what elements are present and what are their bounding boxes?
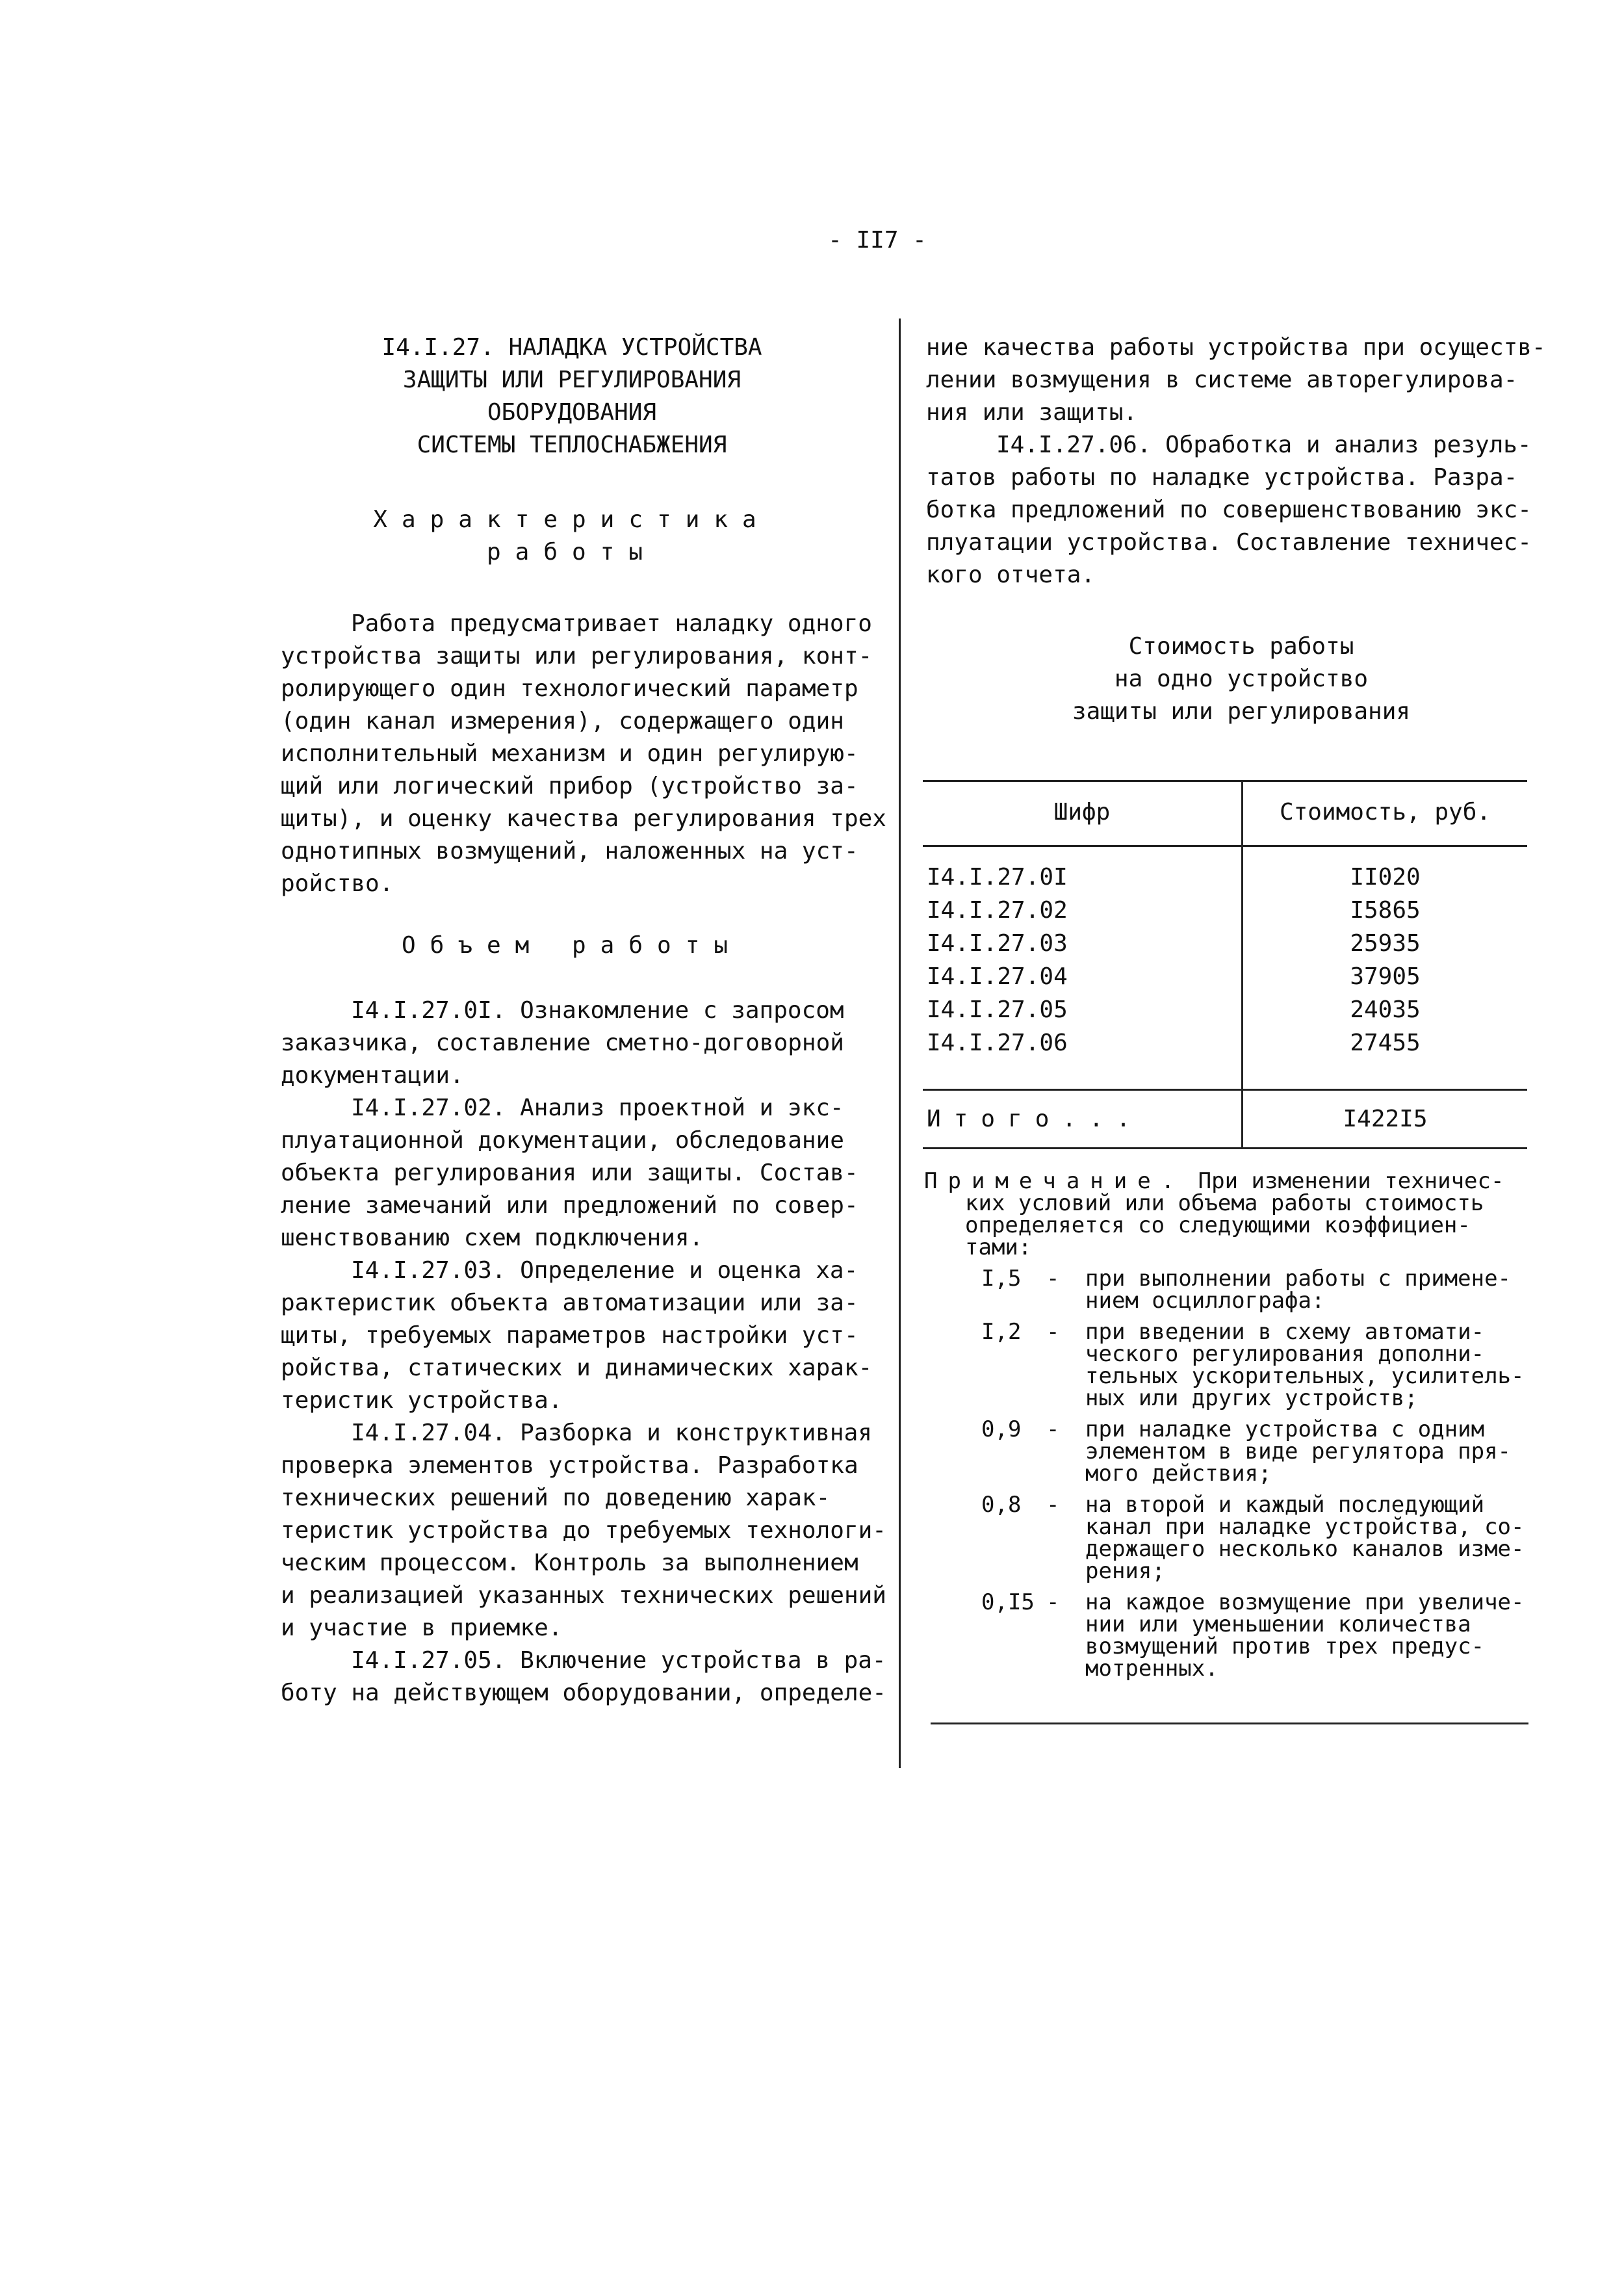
text-line: щий или логический прибор (устройство за- <box>281 773 858 800</box>
text-line: плуатации устройства. Составление техничес- <box>926 529 1532 556</box>
note-intro-line: тами: <box>965 1234 1032 1260</box>
text-line: ройства, статических и динамических харак- <box>281 1355 873 1381</box>
text-line: ройство. <box>281 870 394 897</box>
text-line: проверка элементов устройства. Разработка <box>281 1452 858 1479</box>
text-line: I4.I.27.0I. Ознакомление с запросом <box>351 997 844 1024</box>
text-line: I4.I.27.06. Обработка и анализ резуль- <box>996 432 1532 458</box>
text-line: I4.I.27.03. Определение и оценка ха- <box>351 1257 858 1284</box>
closing-rule <box>931 1722 1528 1724</box>
coef-dash: - <box>1046 1416 1060 1442</box>
scope-heading: Объем работы <box>401 932 743 959</box>
coef-value: 0,I5 <box>981 1589 1035 1615</box>
row-code: I4.I.27.05 <box>927 996 1068 1023</box>
row-code: I4.I.27.0I <box>927 864 1068 890</box>
coef-line: держащего несколько каналов изме- <box>1085 1536 1525 1562</box>
coef-value: 0,8 <box>981 1492 1022 1518</box>
text-line: объекта регулирования или защиты. Состав- <box>281 1160 858 1186</box>
text-line: ление замечаний или предложений по совер- <box>281 1192 858 1219</box>
table-row <box>923 928 1527 960</box>
table-row <box>923 994 1527 1026</box>
text-line: исполнительный механизм и один регулирую- <box>281 740 858 767</box>
text-line: однотипных возмущений, наложенных на уст- <box>281 838 858 864</box>
text-line: кого отчета. <box>926 562 1096 588</box>
total-value: I422I5 <box>1343 1106 1428 1132</box>
coef-line: нием осциллографа: <box>1085 1288 1325 1314</box>
coef-line: при наладке устройства с одним <box>1085 1416 1485 1442</box>
coef-line: канал при наладке устройства, со- <box>1085 1514 1525 1540</box>
text-line: устройства защиты или регулирования, конт- <box>281 643 873 670</box>
coef-line: на каждое возмущение при увеличе- <box>1085 1589 1525 1615</box>
title-line: ОБОРУДОВАНИЯ <box>487 399 657 426</box>
title-line: СИСТЕМЫ ТЕПЛОСНАБЖЕНИЯ <box>417 432 727 458</box>
text-line: (один канал измерения), содержащего один <box>281 708 844 734</box>
text-line: ролирующего один технологический параметр <box>281 675 858 702</box>
text-line: щиты, требуемых параметров настройки уст- <box>281 1322 858 1349</box>
coef-line: на второй и каждый последующий <box>1085 1492 1485 1518</box>
coef-line: рения; <box>1085 1558 1165 1584</box>
coef-line: нии или уменьшении количества <box>1085 1611 1471 1637</box>
cost-table <box>923 780 1527 1150</box>
table-row <box>923 861 1527 894</box>
heading-line: защиты или регулирования <box>1072 698 1411 725</box>
text-line: ния или защиты. <box>926 399 1138 426</box>
title-line: ЗАЩИТЫ ИЛИ РЕГУЛИРОВАНИЯ <box>402 367 741 393</box>
coef-line: ческого регулирования дополни- <box>1085 1341 1485 1367</box>
table-total-rule <box>923 1089 1527 1091</box>
text-line: лении возмущения в системе авторегулирова- <box>926 367 1518 393</box>
coef-dash: - <box>1046 1266 1060 1292</box>
note-intro-line: определяется со следующими коэффициен- <box>965 1212 1471 1238</box>
text-line: боту на действующем оборудовании, определе- <box>281 1680 886 1706</box>
text-line: плуатационной документации, обследование <box>281 1127 844 1154</box>
continued-text <box>926 332 1550 592</box>
section-title <box>279 332 864 462</box>
coef-line: тельных ускорительных, усилитель- <box>1085 1363 1525 1389</box>
text-line: теристик устройства до требуемых технологи- <box>281 1517 886 1544</box>
coef-dash: - <box>1046 1319 1060 1345</box>
table-total-row <box>923 1103 1527 1136</box>
text-line: технических решений по доведению харак- <box>281 1485 831 1511</box>
row-cost: 27455 <box>1350 1030 1421 1056</box>
heading-line: на одно устройство <box>1114 666 1369 692</box>
text-line: документации. <box>281 1062 464 1089</box>
scope-text <box>281 994 892 1710</box>
text-line: и участие в приемке. <box>281 1615 563 1641</box>
text-line: теристик устройства. <box>281 1387 563 1414</box>
text-line: ческим процессом. Контроль за выполнением <box>281 1550 858 1576</box>
coef-line: ных или других устройств; <box>1085 1385 1418 1411</box>
text-line: татов работы по наладке устройства. Разра- <box>926 464 1518 491</box>
table-header-rule <box>923 845 1527 847</box>
table-row <box>923 961 1527 993</box>
table-row <box>923 1027 1527 1060</box>
note-intro-line: ких условий или объема работы стоимость <box>965 1190 1484 1216</box>
coef-dash: - <box>1046 1589 1060 1615</box>
note-intro-line: При изменении техничес- <box>1198 1168 1504 1194</box>
coef-value: I,2 <box>981 1319 1022 1345</box>
text-line: I4.I.27.04. Разборка и конструктивная <box>351 1420 872 1446</box>
coef-line: элементом в виде регулятора пря- <box>1085 1438 1512 1464</box>
text-line: рактеристик объекта автоматизации или за- <box>281 1290 858 1316</box>
row-cost: 24035 <box>1350 996 1421 1023</box>
coef-line: мотренных. <box>1085 1656 1218 1682</box>
table-bottom-rule <box>923 1147 1527 1149</box>
characteristics-text <box>281 608 886 900</box>
heading-line: работы <box>486 539 658 566</box>
row-code: I4.I.27.02 <box>927 897 1068 924</box>
cost-heading <box>929 630 1553 728</box>
text-line: I4.I.27.05. Включение устройства в ра- <box>351 1647 886 1674</box>
coef-value: I,5 <box>981 1266 1022 1292</box>
coef-line: при выполнении работы с примене- <box>1085 1266 1512 1292</box>
page-number: - II7 - <box>828 227 927 254</box>
title-line: I4.I.27. НАЛАДКА УСТРОЙСТВА <box>381 334 762 361</box>
row-cost: 25935 <box>1350 930 1421 957</box>
row-code: I4.I.27.03 <box>927 930 1068 957</box>
row-cost: I5865 <box>1350 897 1421 924</box>
characteristics-heading <box>279 504 864 569</box>
header-cost: Стоимость, руб. <box>1279 799 1491 826</box>
text-line: заказчика, составление сметно-договорной <box>281 1030 844 1056</box>
column-divider <box>899 318 901 1768</box>
row-code: I4.I.27.06 <box>927 1030 1068 1056</box>
text-line: ние качества работы устройства при осуществ- <box>926 334 1546 361</box>
text-line: и реализацией указанных технических решений <box>281 1582 886 1609</box>
heading-line: Стоимость работы <box>1128 633 1354 660</box>
text-line: Работа предусматривает наладку одного <box>351 610 872 637</box>
row-code: I4.I.27.04 <box>927 963 1068 990</box>
coef-value: 0,9 <box>981 1416 1022 1442</box>
coef-dash: - <box>1046 1492 1060 1518</box>
total-label: Итого... <box>927 1106 1144 1132</box>
coef-line: при введении в схему автомати- <box>1085 1319 1485 1345</box>
table-row <box>923 894 1527 927</box>
heading-line: Характеристика <box>373 506 771 533</box>
row-cost: II020 <box>1350 864 1421 890</box>
text-line: шенствованию схем подключения. <box>281 1225 704 1251</box>
header-code: Шифр <box>1053 799 1111 826</box>
note-block <box>924 1170 1567 1703</box>
row-cost: 37905 <box>1350 963 1421 990</box>
text-line: ботка предложений по совершенствованию экс- <box>926 497 1532 523</box>
note-label: Примечание. <box>924 1168 1185 1194</box>
coef-line: возмущений против трех предус- <box>1085 1633 1485 1659</box>
text-line: I4.I.27.02. Анализ проектной и экс- <box>351 1095 844 1121</box>
text-line: щиты), и оценку качества регулирования трех <box>281 805 886 832</box>
table-top-rule <box>923 780 1527 782</box>
coef-line: мого действия; <box>1085 1461 1272 1487</box>
